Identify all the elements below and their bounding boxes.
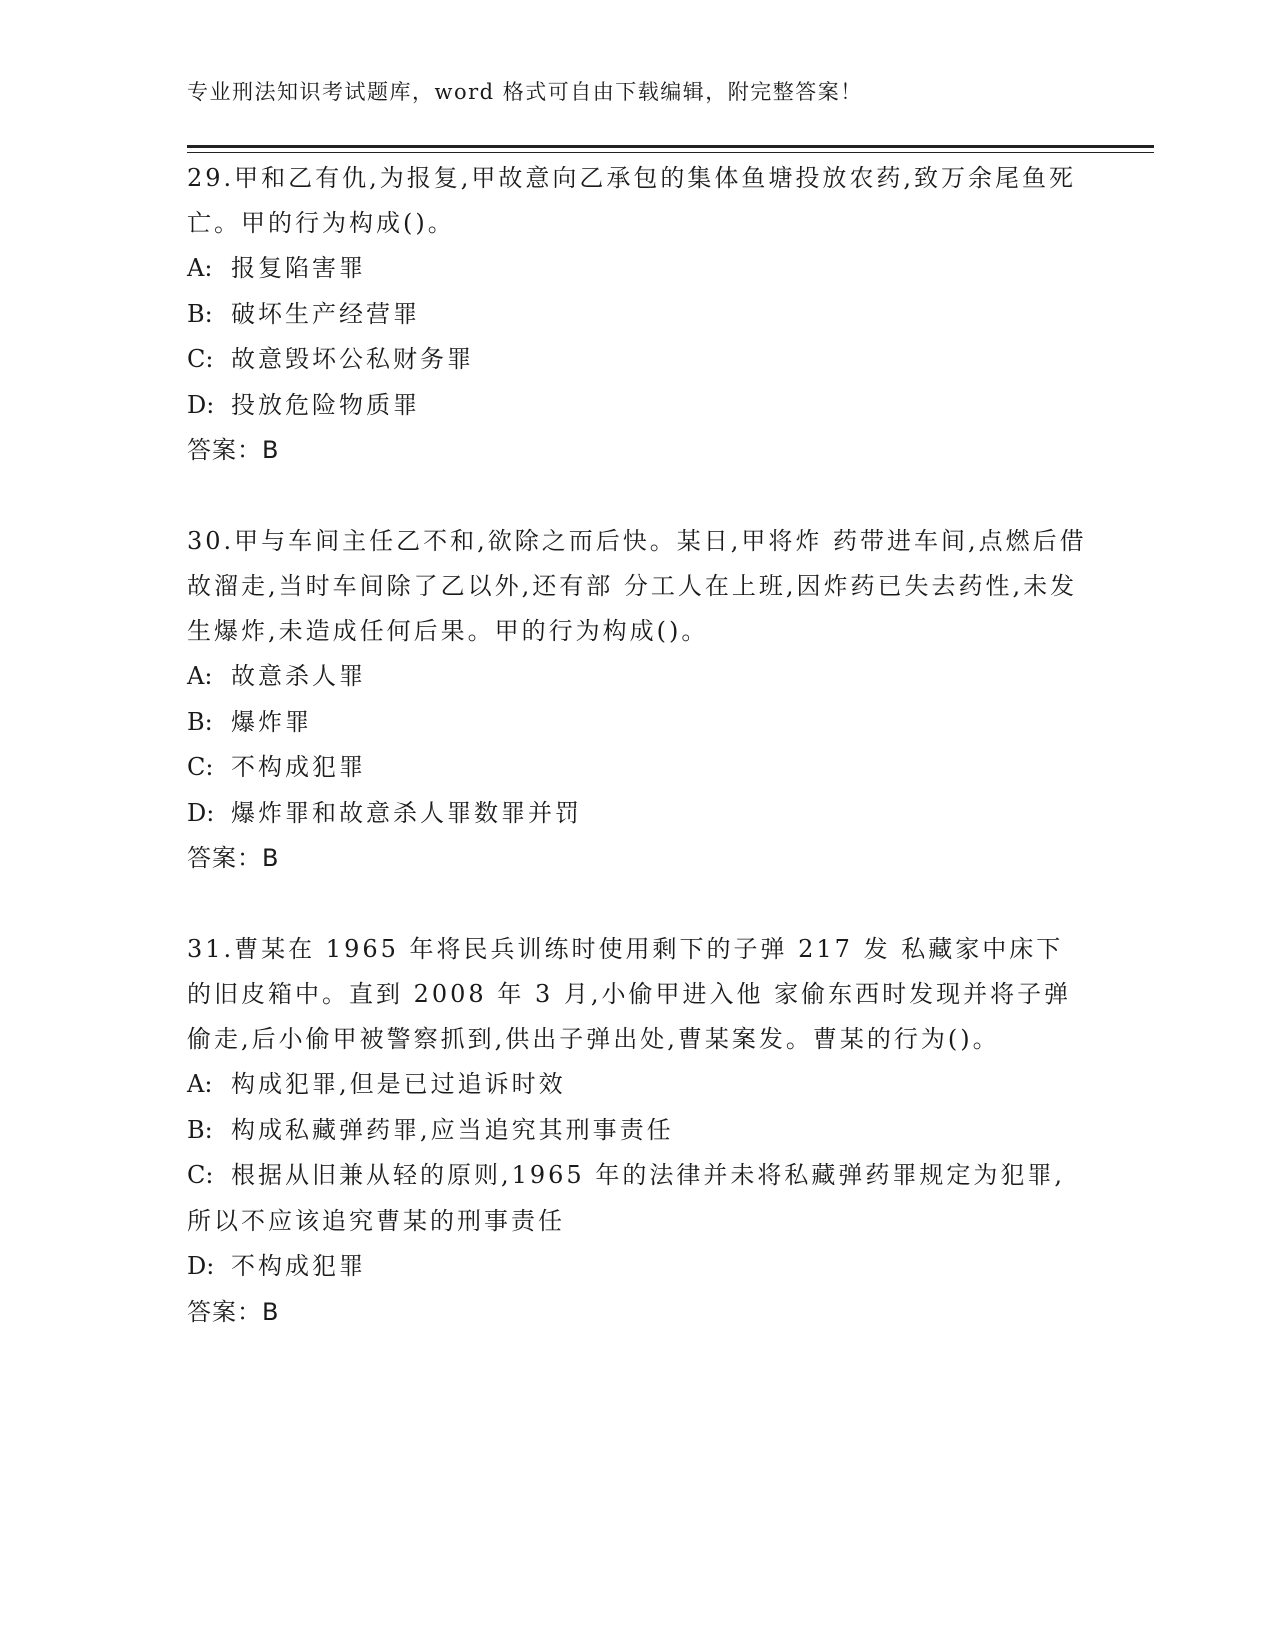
option-c [187,337,1087,383]
option-text: 不构成犯罪 [231,753,366,781]
option-text: 投放危险物质罪 [231,390,420,419]
option-text: 根据从旧兼从轻的原则,1965 年的法律并未将私藏弹药罪规定为犯罪,所以不应该追究曹某的刑事责任 [187,1161,1065,1235]
option-text: 构成犯罪,但是已过追诉时效 [231,1070,566,1098]
option-text: 爆炸罪 [231,707,312,736]
question-31 [187,927,1087,1335]
option-letter: D: [187,1252,215,1280]
question-text: 31.曹某在 1965 年将民兵训练时使用剩下的子弹 217 发 私藏家中床下的旧皮箱中。直到 2008 年 3 月,小偷甲进入他 家偷东西时发现并将子弹偷走,后小偷甲被警察抓到,供出子弹出处,曹某案发。曹某的行为()。 [187,935,1072,1053]
option-text: 构成私藏弹药罪,应当追究其刑事责任 [231,1115,674,1144]
question-29 [187,156,1087,473]
question-list [187,156,1087,1335]
question-spacer [187,881,1087,927]
option-d [187,791,1087,837]
option-b [187,700,1087,746]
option-letter: B: [187,299,213,328]
option-a [187,1062,1087,1108]
header-rule-thin [187,152,1154,153]
option-letter: C: [187,753,214,781]
option-letter: C: [187,1161,214,1189]
option-letter: C: [187,345,214,373]
answer-line: 答案：B [187,436,280,464]
option-d [187,383,1087,429]
option-letter: D: [187,798,215,827]
option-text: 破坏生产经营罪 [231,299,420,328]
option-text: 报复陷害罪 [231,254,366,282]
option-letter: B: [187,707,213,736]
option-letter: B: [187,1115,213,1144]
header-rule-thick [187,145,1154,148]
option-c [187,745,1087,791]
question-30 [187,519,1087,881]
option-d [187,1244,1087,1290]
option-letter: A: [187,662,213,690]
answer-line: 答案：B [187,1297,280,1326]
option-b [187,1108,1087,1154]
option-a [187,654,1087,700]
option-b [187,292,1087,338]
option-text: 不构成犯罪 [231,1252,366,1280]
option-letter: D: [187,390,215,419]
option-text: 故意杀人罪 [231,662,366,690]
question-text: 29.甲和乙有仇,为报复,甲故意向乙承包的集体鱼塘投放农药,致万余尾鱼死亡。甲的行为构成()。 [187,164,1077,237]
question-spacer [187,473,1087,519]
answer-line: 答案：B [187,844,280,872]
option-letter: A: [187,254,213,282]
option-a [187,246,1087,292]
page-header: 专业刑法知识考试题库，word 格式可自由下载编辑，附完整答案！ [187,80,863,104]
option-c [187,1153,1087,1244]
option-letter: A: [187,1070,213,1098]
option-text: 爆炸罪和故意杀人罪数罪并罚 [231,798,582,827]
question-text: 30.甲与车间主任乙不和,欲除之而后快。某日,甲将炸 药带进车间,点燃后借故溜走,当时车间除了乙以外,还有部 分工人在上班,因炸药已失去药性,未发生爆炸,未造成任何后果。甲的行为构成()。 [187,527,1087,645]
option-text: 故意毁坏公私财务罪 [231,345,474,373]
